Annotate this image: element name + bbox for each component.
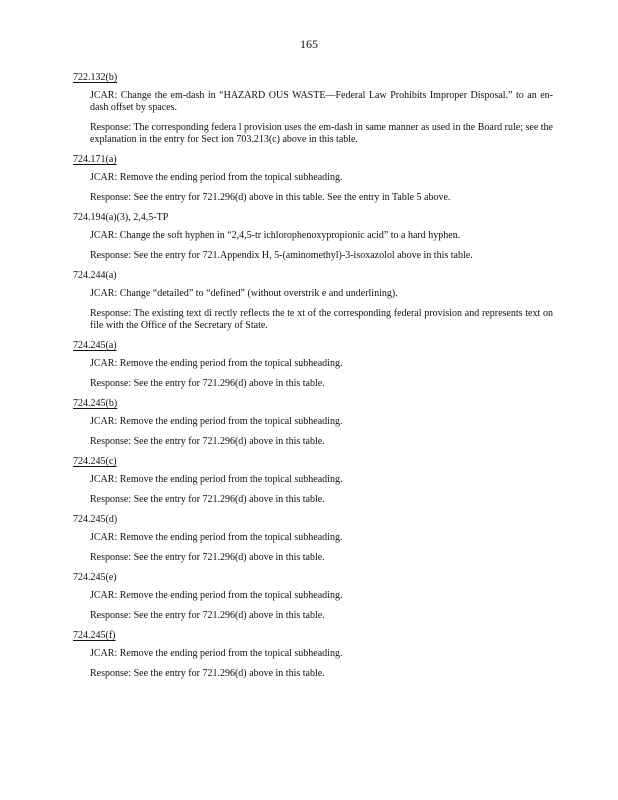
entry-heading: 724.245(d) xyxy=(73,514,118,525)
entry xyxy=(73,456,553,506)
entry-heading: 724.244(a) xyxy=(73,270,117,281)
entry xyxy=(73,72,553,146)
entry-heading: 724.245(c) xyxy=(73,456,117,467)
entry xyxy=(73,630,553,680)
response-text: Response: See the entry for 721.Appendix H, 5-(aminomethyl)-3-isoxazolol above in this table. xyxy=(90,250,473,261)
jcar-comment: JCAR: Remove the ending period from the topical subheading. xyxy=(90,474,343,485)
page-number: 165 xyxy=(300,37,318,51)
jcar-comment: JCAR: Remove the ending period from the topical subheading. xyxy=(90,358,343,369)
response-text: Response: See the entry for 721.296(d) above in this table. xyxy=(90,552,325,563)
entry-heading: 724.171(a) xyxy=(73,154,117,165)
response-text: Response: The corresponding federa l provision uses the em-dash in same manner as used in the Board rule; see the explanation in the entry for Sect ion 703.213(c) above in this table. xyxy=(90,122,553,145)
entry-heading: 722.132(b) xyxy=(73,72,118,83)
response-text: Response: See the entry for 721.296(d) above in this table. xyxy=(90,668,325,679)
jcar-comment: JCAR: Change the soft hyphen in “2,4,5-tr ichlorophenoxypropionic acid” to a hard hyphen. xyxy=(90,230,461,241)
response-text: Response: See the entry for 721.296(d) above in this table. xyxy=(90,436,325,447)
document-body xyxy=(73,72,553,688)
jcar-comment: JCAR: Change the em-dash in “HAZARD OUS WASTE—Federal Law Prohibits Improper Disposal.” to an en-dash offset by spaces. xyxy=(90,90,553,113)
entry xyxy=(73,514,553,564)
entry-heading: 724.245(a) xyxy=(73,340,117,351)
response-text: Response: See the entry for 721.296(d) above in this table. xyxy=(90,378,325,389)
jcar-comment: JCAR: Remove the ending period from the topical subheading. xyxy=(90,416,343,427)
entry-heading: 724.245(f) xyxy=(73,630,116,641)
response-text: Response: See the entry for 721.296(d) above in this table. See the entry in Table 5 above. xyxy=(90,192,451,203)
entry xyxy=(73,572,553,622)
response-text: Response: See the entry for 721.296(d) above in this table. xyxy=(90,610,325,621)
response-text: Response: See the entry for 721.296(d) above in this table. xyxy=(90,494,325,505)
entry-heading: 724.245(e) xyxy=(73,572,117,583)
entry xyxy=(73,212,553,262)
entry-heading: 724.245(b) xyxy=(73,398,118,409)
entry-heading: 724.194(a)(3), 2,4,5-TP xyxy=(73,212,169,223)
entry xyxy=(73,154,553,204)
entry xyxy=(73,398,553,448)
entry xyxy=(73,340,553,390)
jcar-comment: JCAR: Remove the ending period from the topical subheading. xyxy=(90,532,343,543)
response-text: Response: The existing text di rectly reflects the te xt of the corresponding federal provision and represents text on file with the Office of the Secretary of State. xyxy=(90,308,553,331)
jcar-comment: JCAR: Change “detailed” to “defined” (without overstrik e and underlining). xyxy=(90,288,398,299)
entry xyxy=(73,270,553,332)
jcar-comment: JCAR: Remove the ending period from the topical subheading. xyxy=(90,648,343,659)
jcar-comment: JCAR: Remove the ending period from the topical subheading. xyxy=(90,172,343,183)
jcar-comment: JCAR: Remove the ending period from the topical subheading. xyxy=(90,590,343,601)
